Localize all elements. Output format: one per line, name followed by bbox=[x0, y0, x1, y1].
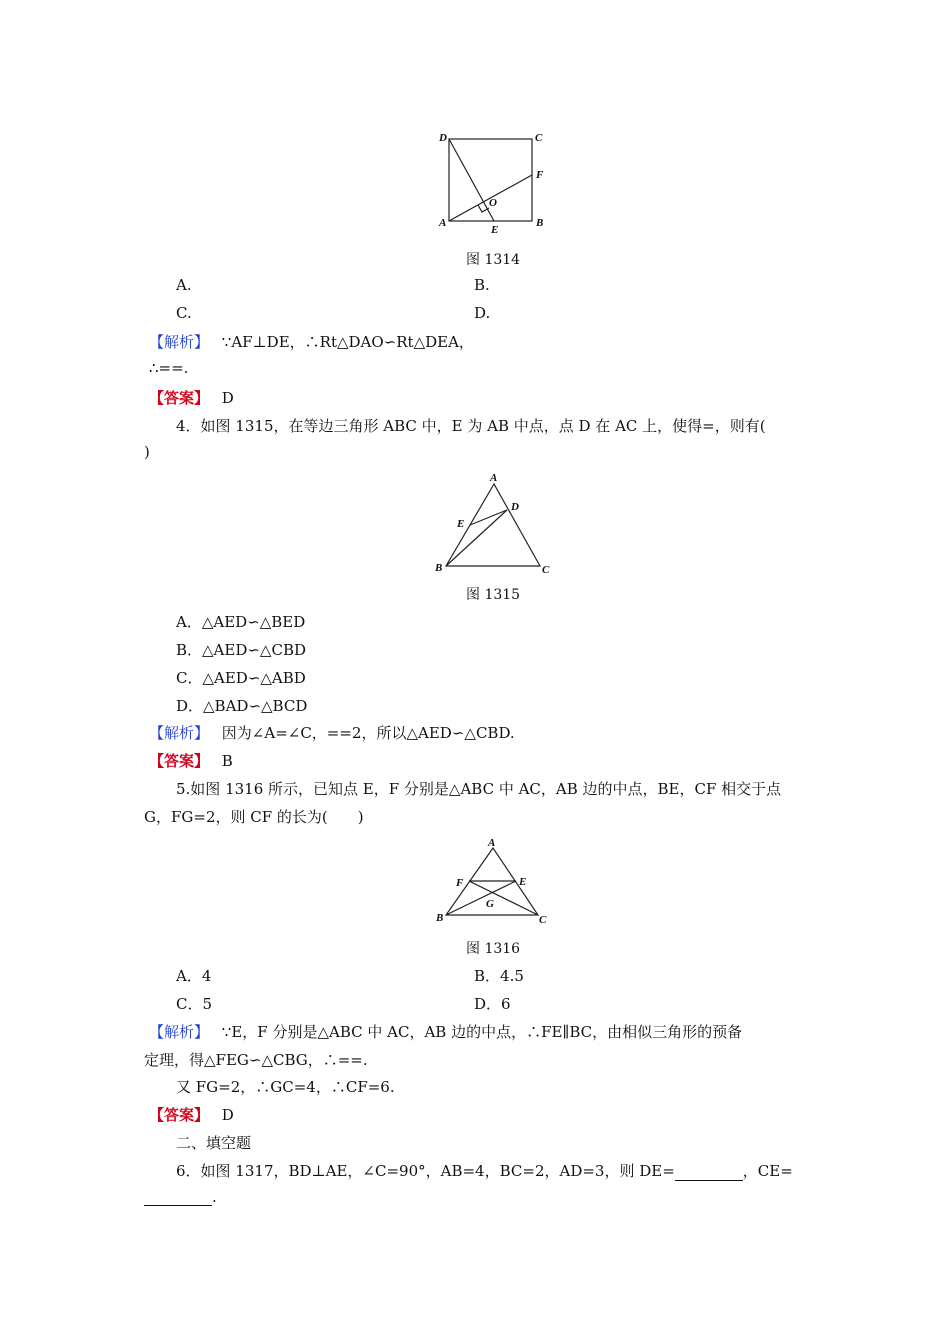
q6-stem-end: . bbox=[212, 1188, 217, 1206]
answer-tag: 【答案】 bbox=[149, 389, 210, 407]
analysis-tag: 【解析】 bbox=[149, 333, 210, 351]
label-c: C bbox=[539, 914, 547, 926]
label-a: A bbox=[488, 837, 496, 849]
q4-option-b: B．△AED∽△CBD bbox=[176, 641, 306, 659]
q6-stem-line2 bbox=[144, 1188, 217, 1206]
q6-stem-line1 bbox=[176, 1160, 793, 1181]
label-g: G bbox=[486, 898, 494, 910]
label-b: B bbox=[436, 912, 444, 924]
q6-stem-part1: 6．如图 1317，BD⊥AE，∠C=90°，AB=4，BC=2，AD=3，则 DE= bbox=[176, 1162, 675, 1180]
q3-option-c: C. bbox=[176, 304, 192, 322]
answer-tag: 【答案】 bbox=[149, 1106, 210, 1124]
q3-answer-line bbox=[149, 387, 234, 408]
label-o: O bbox=[489, 197, 497, 209]
q5-stem-line2: G，FG=2，则 CF 的长为( ) bbox=[144, 808, 364, 826]
section-heading: 二、填空题 bbox=[176, 1134, 252, 1152]
analysis-tag: 【解析】 bbox=[149, 1023, 210, 1041]
q5-option-c: C．5 bbox=[176, 995, 213, 1013]
q3-analysis-line2: ∴==. bbox=[149, 359, 189, 377]
figure-1316-caption: 图 1316 bbox=[466, 941, 521, 957]
segment-cf bbox=[469, 881, 538, 915]
q3-analysis-line bbox=[149, 331, 474, 352]
answer-tag: 【答案】 bbox=[149, 752, 210, 770]
segment-ed bbox=[470, 510, 507, 525]
q3-analysis-text: ∵AF⊥DE，∴Rt△DAO∽Rt△DEA， bbox=[221, 333, 474, 351]
label-d: D bbox=[439, 132, 447, 144]
right-angle-mark bbox=[478, 205, 489, 212]
q3-option-a: A. bbox=[176, 276, 192, 294]
q5-answer-line bbox=[149, 1104, 234, 1125]
label-d: D bbox=[511, 501, 519, 513]
figure-1314-caption: 图 1314 bbox=[466, 252, 521, 268]
q5-analysis-text: ∵E，F 分别是△ABC 中 AC，AB 边的中点，∴FE∥BC，由相似三角形的预备 bbox=[221, 1023, 743, 1041]
figure-1316 bbox=[430, 832, 555, 932]
q3-option-d: D. bbox=[474, 304, 491, 322]
label-e: E bbox=[491, 224, 499, 236]
q5-analysis-line3: 又 FG=2，∴GC=4，∴CF=6. bbox=[176, 1078, 395, 1096]
segment-bd bbox=[446, 510, 507, 566]
q5-option-b: B．4.5 bbox=[474, 967, 524, 985]
q4-stem-line1: 4．如图 1315，在等边三角形 ABC 中，E 为 AB 中点，点 D 在 AC 上，使得=，则有( bbox=[176, 417, 766, 435]
q4-answer-line bbox=[149, 750, 233, 771]
q5-analysis-line bbox=[149, 1021, 742, 1042]
label-a: A bbox=[490, 472, 498, 484]
label-f: F bbox=[536, 169, 544, 181]
figure-1315 bbox=[430, 468, 555, 578]
label-c: C bbox=[535, 132, 543, 144]
label-f: F bbox=[456, 877, 464, 889]
label-c: C bbox=[542, 564, 550, 576]
q5-answer: D bbox=[221, 1106, 234, 1124]
q4-option-d: D．△BAD∽△BCD bbox=[176, 697, 308, 715]
q4-option-a: A．△AED∽△BED bbox=[176, 613, 306, 631]
analysis-tag: 【解析】 bbox=[149, 724, 210, 742]
q6-stem-part2: ，CE= bbox=[742, 1162, 793, 1180]
label-e: E bbox=[457, 518, 465, 530]
label-e: E bbox=[519, 876, 527, 888]
label-b: B bbox=[435, 562, 443, 574]
q3-answer: D bbox=[221, 389, 234, 407]
q4-option-c: C．△AED∽△ABD bbox=[176, 669, 306, 687]
q5-option-a: A．4 bbox=[176, 967, 212, 985]
q3-option-b: B. bbox=[474, 276, 490, 294]
q5-option-d: D．6 bbox=[474, 995, 511, 1013]
figure-1314 bbox=[430, 125, 560, 237]
q5-analysis-line2: 定理，得△FEG∽△CBG，∴==. bbox=[144, 1051, 368, 1069]
q4-answer: B bbox=[221, 752, 233, 770]
q5-stem-line1: 5.如图 1316 所示，已知点 E，F 分别是△ABC 中 AC，AB 边的中点，BE，CF 相交于点 bbox=[176, 780, 782, 798]
q4-analysis-text: 因为∠A=∠C，==2，所以△AED∽△CBD. bbox=[221, 724, 515, 742]
label-b: B bbox=[536, 217, 544, 229]
q4-stem-line2: ) bbox=[144, 443, 150, 461]
q4-analysis-line bbox=[149, 722, 515, 743]
label-a: A bbox=[439, 217, 447, 229]
ce-answer-blank bbox=[144, 1191, 212, 1206]
de-answer-blank bbox=[675, 1166, 743, 1181]
figure-1315-caption: 图 1315 bbox=[466, 587, 521, 603]
